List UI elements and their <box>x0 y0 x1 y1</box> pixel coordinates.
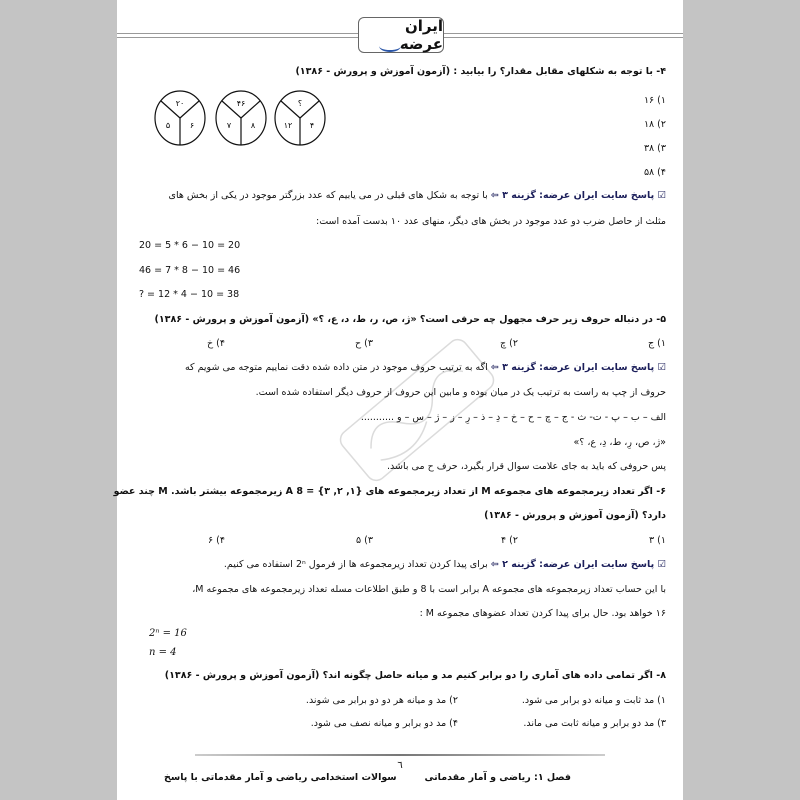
circle-1-top: ۲۰ <box>175 99 185 108</box>
circle-3-right: ۴ <box>309 121 315 130</box>
q4-answer-label: ☑ پاسخ سایت ایران عرضه: گزینه ۳ ⇦ <box>490 190 666 201</box>
circle-1 <box>155 91 205 145</box>
q5-answer-label: ☑ پاسخ سایت ایران عرضه: گزینه ۳ ⇦ <box>490 362 666 373</box>
header-rule-right <box>444 33 683 38</box>
q8-option-3: ۳) مد دو برابر و میانه ثابت می ماند. <box>523 718 666 729</box>
q5-option-3: ۳) ح <box>355 338 373 349</box>
q4-option-1: ۱) ۱۶ <box>643 95 666 106</box>
q6-option-1: ۱) ۳ <box>649 535 666 546</box>
circle-3 <box>275 91 325 145</box>
q5-conclusion: پس حروفی که باید به جای علامت سوال قرار بگیرد، حرف ح می باشد. <box>387 461 666 472</box>
circle-2-left: ۷ <box>226 121 232 130</box>
q4-equation-2: 46 = 7 * 8 − 10 = 46 <box>139 265 241 276</box>
question-4-text: ۴- با توجه به شکلهای مقابل مقدار؟ را بیابید : (آزمون آموزش و پرورش - ۱۳۸۶) <box>295 66 666 77</box>
page-number: ٦ <box>397 760 403 771</box>
circle-3-top: ؟ <box>297 99 303 108</box>
q6-option-2: ۲) ۴ <box>501 535 518 546</box>
q5-option-1: ۱) ج <box>648 338 666 349</box>
q4-equation-3: ? = 12 * 4 − 10 = 38 <box>139 289 240 300</box>
logo-swoosh-icon <box>379 40 401 52</box>
circle-2-right: ۸ <box>250 121 256 130</box>
footer-chapter: فصل ۱: ریاضی و آمار مقدماتی <box>424 772 571 783</box>
q8-option-4: ۴) مد دو برابر و میانه نصف می شود. <box>310 718 458 729</box>
q6-answer-text-2: با این حساب تعداد زیرمجموعه های مجموعه A برابر است با 8 و طبق اطلاعات مسله تعداد زیرمجموعه های مجموعه M، <box>192 584 666 595</box>
q4-answer-text-1: با توجه به شکل های قبلی در می یابیم که عدد بزرگتر موجود در یکی از بخش های <box>168 190 488 201</box>
question-4-figure <box>152 88 327 150</box>
q5-option-2: ۲) چ <box>500 338 518 349</box>
header-rule-left <box>117 33 358 38</box>
circle-3-left: ۱۲ <box>283 121 293 130</box>
circle-1-left: ۵ <box>165 121 171 130</box>
q5-answer-text-2: حروف از چپ به راست به ترتیب یک در میان بوده و مابین این حروف از حروف دیگر استفاده شده است. <box>255 387 666 398</box>
watermark-logo-icon <box>317 310 517 510</box>
q5-option-4: ۴) خ <box>207 338 225 349</box>
question-6-text-2: دارد؟ (آزمون آموزش و پرورش - ۱۳۸۶) <box>484 510 666 521</box>
logo-text: ایران عرضه <box>399 17 443 53</box>
footer-rule <box>195 754 605 756</box>
footer-book-title: سوالات استخدامی ریاضی و آمار مقدماتی با پاسخ <box>164 772 397 783</box>
q6-equation-2: n = 4 <box>149 647 177 658</box>
q8-option-2: ۲) مد و میانه هر دو دو برابر می شوند. <box>305 695 458 706</box>
q4-option-3: ۳) ۳۸ <box>643 143 666 154</box>
q4-option-2: ۲) ۱۸ <box>643 119 666 130</box>
q4-option-4: ۴) ۵۸ <box>643 167 666 178</box>
site-logo <box>358 17 444 53</box>
q5-answer-line-1 <box>185 362 666 373</box>
question-5-text: ۵- در دنباله حروف زیر حرف مجهول چه حرفی است؟ «ژ، ص، ر، ط، د، ع، ؟» (آزمون آموزش و پرورش - ۱۳۸۶) <box>154 314 666 325</box>
q5-alphabet: الف – ب – پ - ت- ث - ج – چ – ح – خ – دِ – ذ – رِ – ز – ژ – س – و ........... <box>360 412 666 423</box>
q6-option-3: ۳) ۵ <box>356 535 373 546</box>
q4-equation-1: 20 = 5 * 6 − 10 = 20 <box>139 240 241 251</box>
circle-1-right: ۶ <box>189 121 195 130</box>
q6-option-4: ۴) ۶ <box>208 535 225 546</box>
q8-option-1: ۱) مد ثابت و میانه دو برابر می شود. <box>521 695 666 706</box>
question-6-text-1: ۶- اگر تعداد زیرمجموعه های مجموعه M از تعداد زیرمجموعه های {۱, ۲, ۳} = A 8 زیرمجموعه بیشتر باشد. M چند عضو <box>113 486 666 497</box>
document-page <box>113 0 683 800</box>
q6-answer-text-1: برای پیدا کردن تعداد زیرمجموعه ها از فرمول 2ⁿ استفاده می کنیم. <box>223 559 488 570</box>
q6-answer-line-1 <box>224 559 666 570</box>
q6-answer-text-3: ۱۶ خواهد بود. حال برای پیدا کردن تعداد عضوهای مجموعه M : <box>419 608 666 619</box>
question-8-text: ۸- اگر تمامی داده های آماری را دو برابر کنیم مد و میانه حاصل چگونه اند؟ (آزمون آموزش و پرورش - ۱۳۸۶) <box>164 670 666 681</box>
q5-sequence: «ژ، ص، رِ، ط، دِ، ع، ؟» <box>573 437 666 448</box>
circle-2-top: ۴۶ <box>236 99 246 108</box>
circle-2 <box>216 91 266 145</box>
q5-answer-text-1: اگه به ترتیب حروف موجود در متن داده شده دقت نماییم متوجه می شویم که <box>184 362 488 373</box>
q6-equation-1: 2ⁿ = 16 <box>149 628 187 639</box>
q4-answer-text-2: مثلث از حاصل ضرب دو عدد موجود در بخش های دیگر، منهای عدد ۱۰ بدست آمده است: <box>316 216 666 227</box>
q4-answer-line-1 <box>169 190 666 201</box>
q6-answer-label: ☑ پاسخ سایت ایران عرضه: گزینه ۲ ⇦ <box>490 559 666 570</box>
